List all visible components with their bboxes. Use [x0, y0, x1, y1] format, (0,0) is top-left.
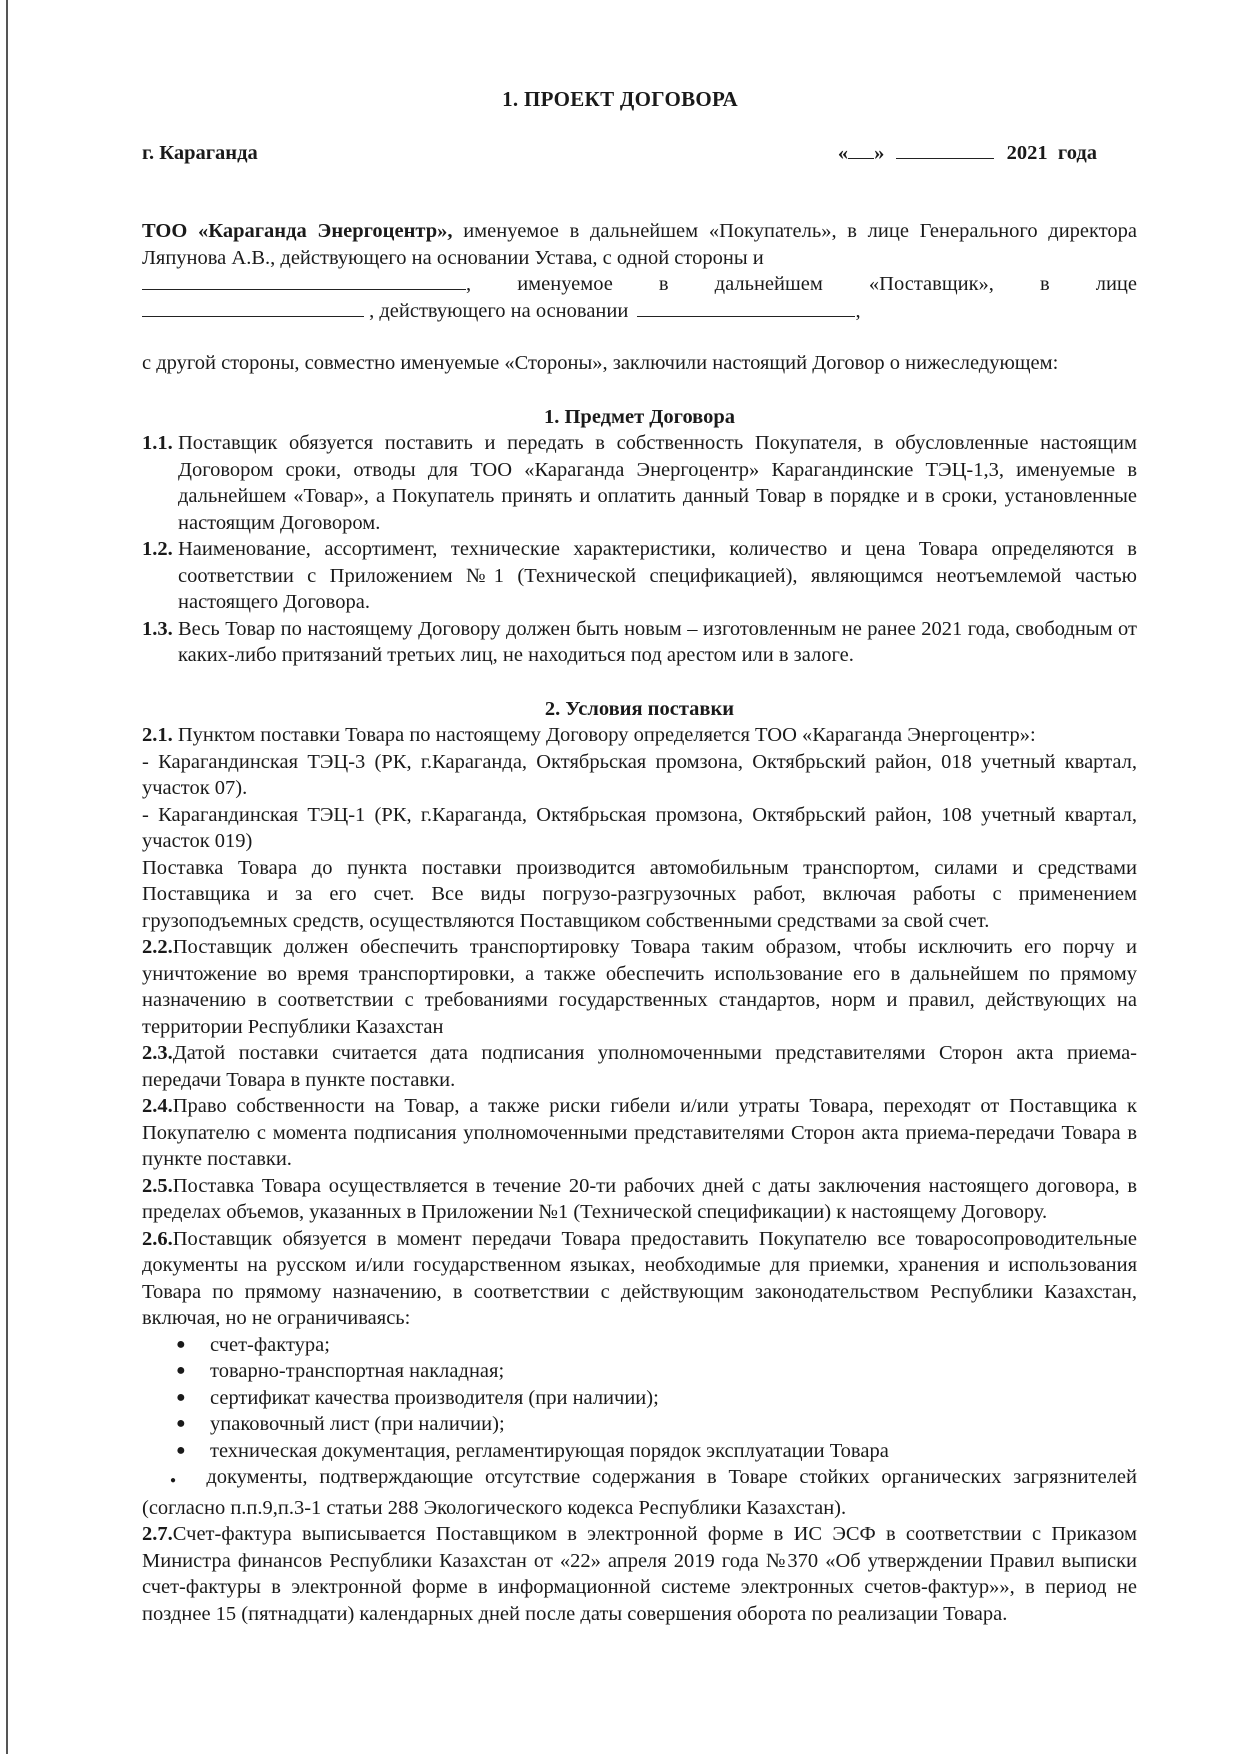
delivery-terms: Поставка Товара до пункта поставки производится автомобильным транспортом, силами и средствами Поставщика и за его счет. Все виды погрузо-разгрузочных работ, включая работы с применением грузоподъемных средств, осуществляются Поставщиком собственными средствами за свой счет.: [142, 856, 1137, 932]
bullet-icon: ●: [176, 1415, 186, 1432]
clause-1-1: 1.1. Поставщик обязуется поставить и передать в собственность Покупателя, в обусловленные настоящим Договором сроки, отводы для ТОО «Караганда Энергоцентр» Карагандинские ТЭЦ-1,3, именуемые в дальнейшем «Товар», а Покупатель принять и оплатить данный Товар в порядке и в сроки, установленные настоящим Договором.: [142, 432, 1137, 534]
clause-2-4: 2.4.Право собственности на Товар, а также риски гибели и/или утраты Товара, переходят от Поставщика к Покупателю с момента подписания уполномоченными представителями Сторон акта приема-передачи Товара в пункте поставки.: [142, 1095, 1137, 1170]
clause-2-5: 2.5.Поставка Товара осуществляется в течение 20-ти рабочих дней с даты заключения настоящего договора, в пределах объемов, указанных в Приложении №1 (Технической спецификации) к настоящему Договору.: [142, 1174, 1137, 1223]
city: г. Караганда: [142, 142, 258, 164]
day-blank: [848, 140, 874, 159]
clause-2-2: 2.2.Поставщик должен обеспечить транспортировку Товара таким образом, чтобы исключить его порчу и уничтожение во время транспортировки, а также обеспечить использование его в дальнейшем по прямому назначению в соответствии с требованиями государственных стандартов, норм и правил, действующих на территории Республики Казахстан: [142, 936, 1137, 1038]
list-item: ● счет-фактура;: [176, 1332, 1137, 1359]
representative-line: , действующего на основании ,: [142, 298, 1137, 325]
section-1-heading: 1. Предмет Договора: [543, 405, 736, 428]
list-item: ● техническая документация, регламентирующая порядок эксплуатации Товара: [176, 1438, 1137, 1465]
scan-edge-left: [6, 0, 8, 1754]
bullet-icon: ●: [176, 1362, 186, 1379]
list-item: ● товарно-транспортная накладная;: [176, 1358, 1137, 1385]
clause-1-2: 1.2. Наименование, ассортимент, технические характеристики, количество и цена Товара определяются в соответствии с Приложением №1 (Технической спецификацией), являющимся неотъемлемой частью настоящего Договора.: [142, 538, 1137, 613]
preamble-paragraph: ТОО «Караганда Энергоцентр», именуемое в дальнейшем «Покупатель», в лице Генерального директора Ляпунова А.В., действующего на основании Устава, с одной стороны и: [142, 220, 1137, 269]
section-2-heading: 2. Условия поставки: [544, 697, 735, 720]
list-item-pollutants: ● документы, подтверждающие отсутствие содержания в Товаре стойких органических загрязнителей (согласно п.п.9,п.3-1 статьи 288 Экологического кодекса Республики Казахстан).: [142, 1466, 1137, 1519]
list-item: ● сертификат качества производителя (при наличии);: [176, 1385, 1137, 1412]
document-title: 1. ПРОЕКТ ДОГОВОРА: [502, 87, 738, 111]
supplier-line: , именуемое в дальнейшем «Поставщик», в лице: [142, 271, 1137, 298]
document-list: [142, 1332, 1137, 1465]
tec-1-address: - Карагандинская ТЭЦ-1 (РК, г.Караганда, Октябрьская промзона, Октябрьский район, 108 учетный квартал, участок 019): [142, 803, 1137, 852]
representative-blank: [142, 298, 364, 317]
clause-1-3: 1.3. Весь Товар по настоящему Договору должен быть новым – изготовленным не ранее 2021 года, свободным от каких-либо притязаний третьих лиц, не находиться под арестом или в залоге.: [142, 617, 1137, 666]
bullet-icon: ●: [176, 1335, 186, 1353]
city-date-row: [142, 140, 1097, 167]
bullet-icon: ●: [170, 1475, 183, 1486]
clause-2-6: 2.6.Поставщик обязуется в момент передачи Товара предоставить Покупателю все товаросопроводительные документы на русском и/или государственном языках, необходимые для приемки, хранения и использования Товара по прямому назначению, в соответствии с действующим законодательством Республики Казахстан, включая, но не ограничиваясь:: [142, 1227, 1137, 1329]
clause-2-1: 2.1. Пунктом поставки Товара по настоящему Договору определяется ТОО «Караганда Энергоцентр»:: [142, 724, 1036, 746]
bullet-icon: ●: [176, 1441, 186, 1459]
bullet-icon: ●: [176, 1388, 186, 1406]
month-blank: [896, 140, 994, 159]
preamble-conclusion: с другой стороны, совместно именуемые «Стороны», заключили настоящий Договор о нижеследующем:: [142, 352, 1059, 374]
supplier-name-blank: [142, 271, 466, 290]
basis-blank: [637, 298, 855, 317]
contract-date: « » 2021 года: [837, 142, 1097, 164]
section-1-items: [142, 430, 1137, 669]
clause-2-7: 2.7.Счет-фактура выписывается Поставщиком в электронной форме в ИС ЭСФ в соответствии с Приказом Министра финансов Республики Казахстан от «22» апреля 2019 года №370 «Об утверждении Правил выписки счет-фактуры в электронной форме в информационной системе электронных счетов-фактур»», в период не позднее 15 (пятнадцати) календарных дней после даты совершения оборота по реализации Товара.: [142, 1523, 1137, 1625]
buyer-name: ТОО «Караганда Энергоцентр»,: [142, 220, 453, 242]
clause-2-3: 2.3.Датой поставки считается дата подписания уполномоченными представителями Сторон акта приема-передачи Товара в пункте поставки.: [142, 1042, 1137, 1091]
list-item: ● упаковочный лист (при наличии);: [176, 1411, 1137, 1438]
tec-3-address: - Карагандинская ТЭЦ-3 (РК, г.Караганда, Октябрьская промзона, Октябрьский район, 018 учетный квартал, участок 07).: [142, 750, 1137, 799]
contract-body: [142, 218, 1137, 1627]
